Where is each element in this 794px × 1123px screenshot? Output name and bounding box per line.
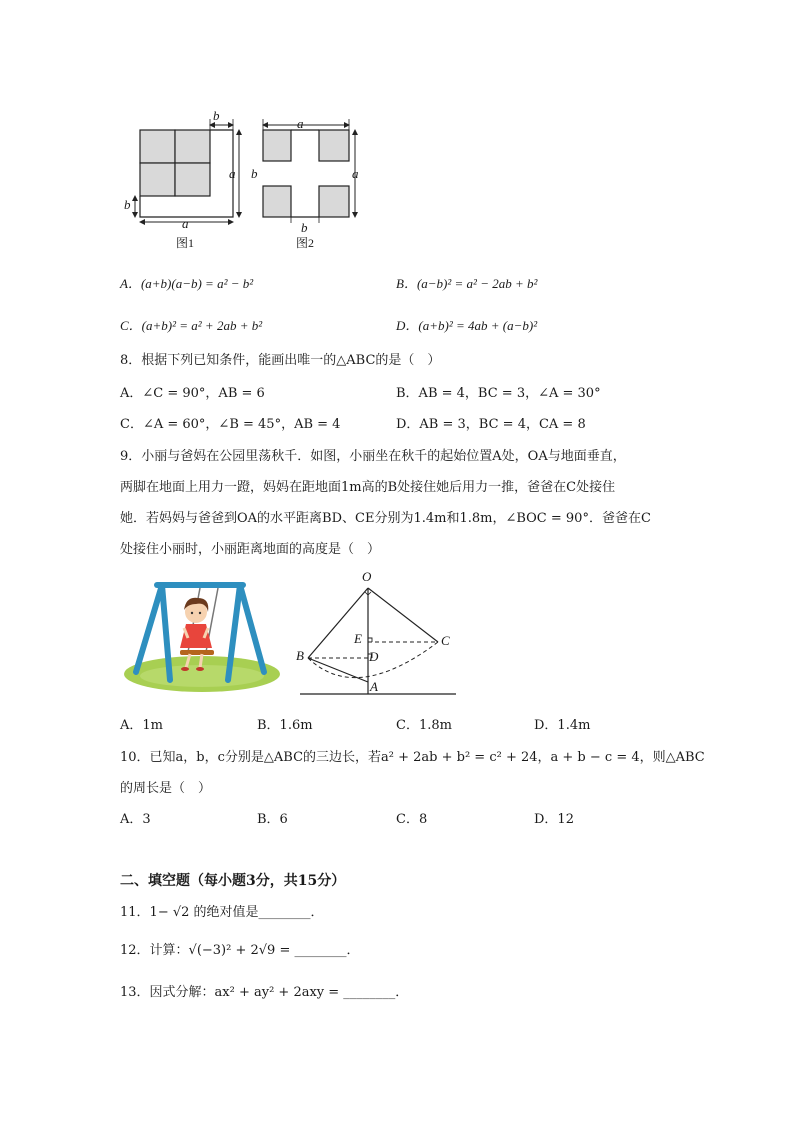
q9-option-a[interactable]: A．1m: [120, 718, 163, 733]
section-2-heading: 二、填空题（每小题3分，共15分）: [120, 873, 346, 889]
fig2-label-b-left: b: [251, 166, 258, 181]
q9-stem-line2: 两脚在地面上用力一蹬，妈妈在距地面1m高的B处接住她后用力一推，爸爸在C处接住: [120, 480, 616, 495]
fig2-label-b-bottom: b: [301, 220, 308, 235]
point-a: A: [370, 679, 378, 694]
fig2-label-a-right: a: [352, 166, 359, 181]
fig1-caption: 图1: [176, 236, 195, 250]
fig1-label-b-top: b: [213, 108, 220, 123]
q10-stem-line2: 的周长是（ ）: [120, 781, 212, 796]
q9-stem-line1: 9．小丽与爸妈在公园里荡秋千．如图，小丽坐在秋千的起始位置A处，OA与地面垂直，: [120, 449, 626, 464]
q7-option-c[interactable]: C．(a+b)² = a² + 2ab + b²: [120, 318, 263, 333]
point-e: E: [354, 631, 362, 646]
q7-option-a[interactable]: A．(a+b)(a−b) = a² − b²: [120, 276, 254, 291]
q8-option-c[interactable]: C．∠A = 60°，∠B = 45°，AB = 4: [120, 417, 341, 432]
q7-option-d[interactable]: D．(a+b)² = 4ab + (a−b)²: [396, 318, 538, 333]
q8-stem: 8．根据下列已知条件，能画出唯一的△ABC的是（ ）: [120, 353, 441, 368]
fig2-caption: 图2: [296, 236, 315, 250]
figure-2: [263, 119, 355, 223]
q8-option-b[interactable]: B．AB = 4，BC = 3，∠A = 30°: [396, 386, 601, 401]
q13: 13．因式分解：ax² + ay² + 2axy = ________．: [120, 985, 409, 1000]
q9-option-c[interactable]: C．1.8m: [396, 718, 452, 733]
q10-option-c[interactable]: C．8: [396, 812, 428, 827]
q8-option-d[interactable]: D．AB = 3，BC = 4，CA = 8: [396, 417, 586, 432]
q9-stem-line3: 她．若妈妈与爸爸到OA的水平距离BD、CE分别为1.4m和1.8m，∠BOC = 90°．爸爸在C: [120, 511, 651, 526]
q9-stem-line4: 处接住小丽时，小丽距离地面的高度是（ ）: [120, 542, 381, 557]
q10-option-a[interactable]: A．3: [120, 812, 151, 827]
q8-option-a[interactable]: A．∠C = 90°，AB = 6: [120, 386, 265, 401]
q12: 12．计算：√(−3)² + 2√9 = ________．: [120, 943, 360, 958]
fig1-label-b-left: b: [124, 197, 131, 212]
geometry-diagram: [296, 578, 460, 698]
swing-illustration: [122, 572, 282, 694]
point-b: B: [296, 648, 304, 663]
q9-option-d[interactable]: D．1.4m: [534, 718, 591, 733]
q10-option-b[interactable]: B．6: [257, 812, 288, 827]
point-o: O: [362, 569, 372, 584]
figure-1: [135, 119, 239, 222]
figure-squares: [115, 105, 375, 255]
fig2-label-a-top: a: [297, 116, 304, 131]
q11: 11．1− √2 的绝对值是________．: [120, 905, 324, 920]
q10-option-d[interactable]: D．12: [534, 812, 574, 827]
q9-option-b[interactable]: B．1.6m: [257, 718, 313, 733]
q10-stem-line1: 10．已知a，b，c分别是△ABC的三边长，若a² + 2ab + b² = c² + 24，a + b − c = 4，则△ABC: [120, 750, 705, 765]
point-c: C: [441, 633, 450, 648]
point-d: D: [369, 649, 379, 664]
fig1-label-a-right: a: [229, 166, 236, 181]
fig1-label-a-bottom: a: [182, 216, 189, 231]
q7-option-b[interactable]: B．(a−b)² = a² − 2ab + b²: [396, 276, 538, 291]
